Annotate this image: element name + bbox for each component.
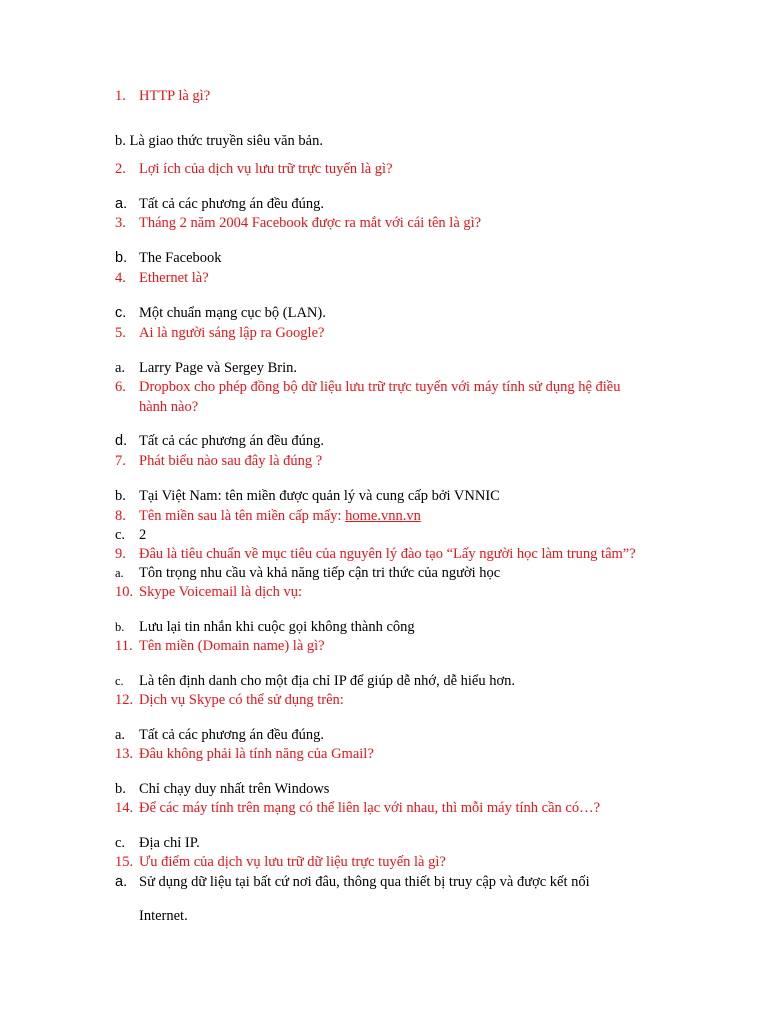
question-6-continuation: hành nào? [139, 399, 199, 415]
answer-15-continuation: Internet. [139, 908, 188, 924]
domain-link[interactable]: home.vnn.vn [345, 508, 421, 524]
answer-1: b. Là giao thức truyền siêu văn bản. [115, 133, 323, 149]
